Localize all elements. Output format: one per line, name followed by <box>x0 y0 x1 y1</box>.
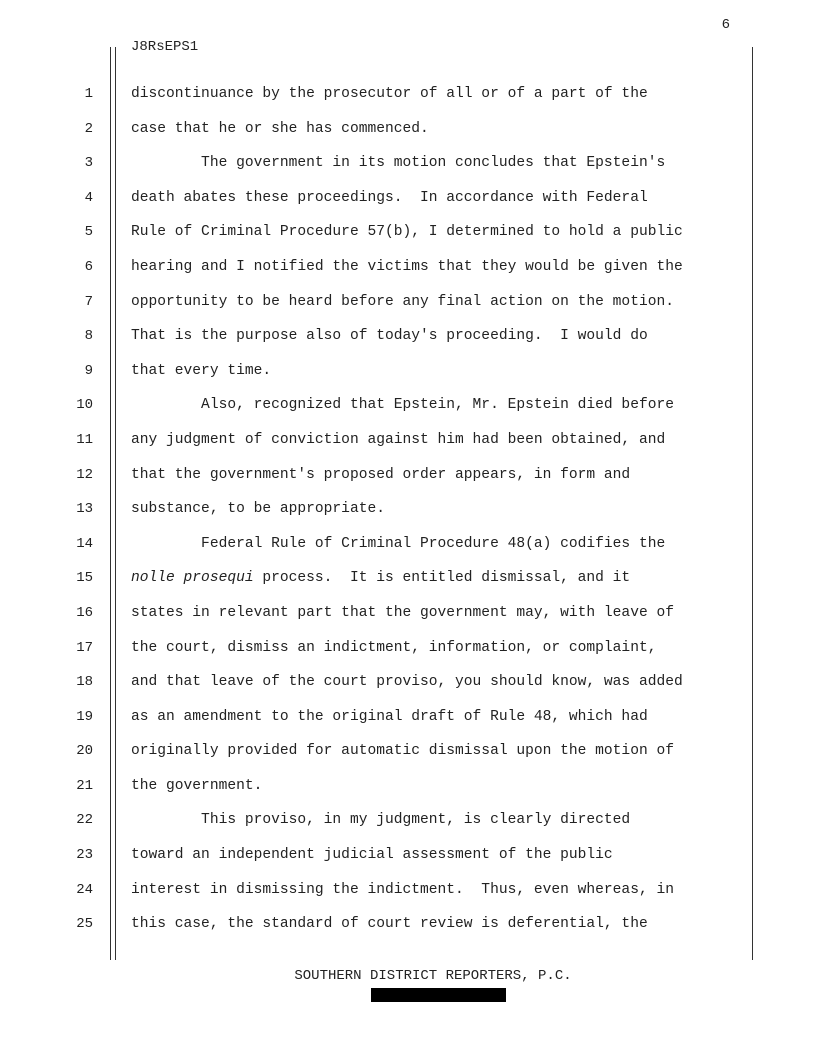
transcript-line: and that leave of the court proviso, you should know, was added <box>131 674 683 691</box>
line-number: 12 <box>76 466 93 483</box>
line-number: 1 <box>84 86 93 102</box>
line-number: 3 <box>84 155 93 172</box>
transcript-body <box>131 77 746 942</box>
page-number: 6 <box>721 17 730 33</box>
line-number: 11 <box>76 431 93 448</box>
line-number: 5 <box>84 224 93 241</box>
transcript-line: the court, dismiss an indictment, information, or complaint, <box>131 639 657 656</box>
italic-term: nolle prosequi <box>131 570 254 587</box>
transcript-line: any judgment of conviction against him had been obtained, and <box>131 431 666 448</box>
transcript-line: opportunity to be heard before any final action on the motion. <box>131 293 674 310</box>
transcript-line: death abates these proceedings. In accordance with Federal <box>131 189 648 206</box>
transcript-line: That is the purpose also of today's proceeding. I would do <box>131 328 648 345</box>
line-number: 23 <box>76 847 93 864</box>
line-number: 15 <box>76 570 93 587</box>
transcript-line: that the government's proposed order appears, in form and <box>131 466 631 483</box>
right-margin-rule <box>752 47 753 960</box>
left-margin-rule <box>110 47 111 960</box>
transcript-line: toward an independent judicial assessment of the public <box>131 847 613 864</box>
line-number: 14 <box>76 535 93 552</box>
line-number: 17 <box>76 639 93 656</box>
line-number: 10 <box>76 397 93 414</box>
transcript-line: discontinuance by the prosecutor of all or of a part of the <box>131 86 648 102</box>
transcript-line: Also, recognized that Epstein, Mr. Epstein died before <box>131 397 674 414</box>
line-number: 18 <box>76 674 93 691</box>
line-number: 16 <box>76 604 93 621</box>
line-number: 7 <box>84 293 93 310</box>
line-number: 19 <box>76 708 93 725</box>
line-number: 21 <box>76 777 93 794</box>
line-number: 25 <box>76 916 93 933</box>
line-number: 22 <box>76 812 93 829</box>
transcript-line: this case, the standard of court review is deferential, the <box>131 916 648 933</box>
transcript-line: substance, to be appropriate. <box>131 501 385 518</box>
line-number: 20 <box>76 743 93 760</box>
transcript-line: as an amendment to the original draft of Rule 48, which had <box>131 708 648 725</box>
transcript-line: This proviso, in my judgment, is clearly directed <box>131 812 631 829</box>
transcript-line <box>131 561 746 596</box>
transcript-line: The government in its motion concludes that Epstein's <box>131 155 666 172</box>
transcript-line: Rule of Criminal Procedure 57(b), I determined to hold a public <box>131 224 683 241</box>
line-number: 6 <box>84 258 93 275</box>
transcript-line: states in relevant part that the government may, with leave of <box>131 604 674 621</box>
transcript-line: the government. <box>131 777 263 794</box>
line-number: 24 <box>76 881 93 898</box>
transcript-line: originally provided for automatic dismissal upon the motion of <box>131 743 674 760</box>
case-id: J8RsEPS1 <box>131 39 199 55</box>
line-number: 8 <box>84 328 93 345</box>
transcript-line: hearing and I notified the victims that they would be given the <box>131 258 683 275</box>
transcript-line: that every time. <box>131 362 272 379</box>
transcript-line-rest: process. It is entitled dismissal, and it <box>253 570 631 587</box>
line-number: 4 <box>84 189 93 206</box>
line-numbers <box>60 77 93 942</box>
redaction-bar <box>371 988 506 1002</box>
left-margin-rule-inner <box>115 47 116 960</box>
transcript-line: Federal Rule of Criminal Procedure 48(a) codifies the <box>131 535 666 552</box>
transcript-line: case that he or she has commenced. <box>131 120 429 137</box>
line-number: 13 <box>76 501 93 518</box>
footer-reporter: SOUTHERN DISTRICT REPORTERS, P.C. <box>294 968 572 984</box>
line-number: 9 <box>84 362 93 379</box>
transcript-line: interest in dismissing the indictment. Thus, even whereas, in <box>131 881 674 898</box>
line-number: 2 <box>84 120 93 137</box>
